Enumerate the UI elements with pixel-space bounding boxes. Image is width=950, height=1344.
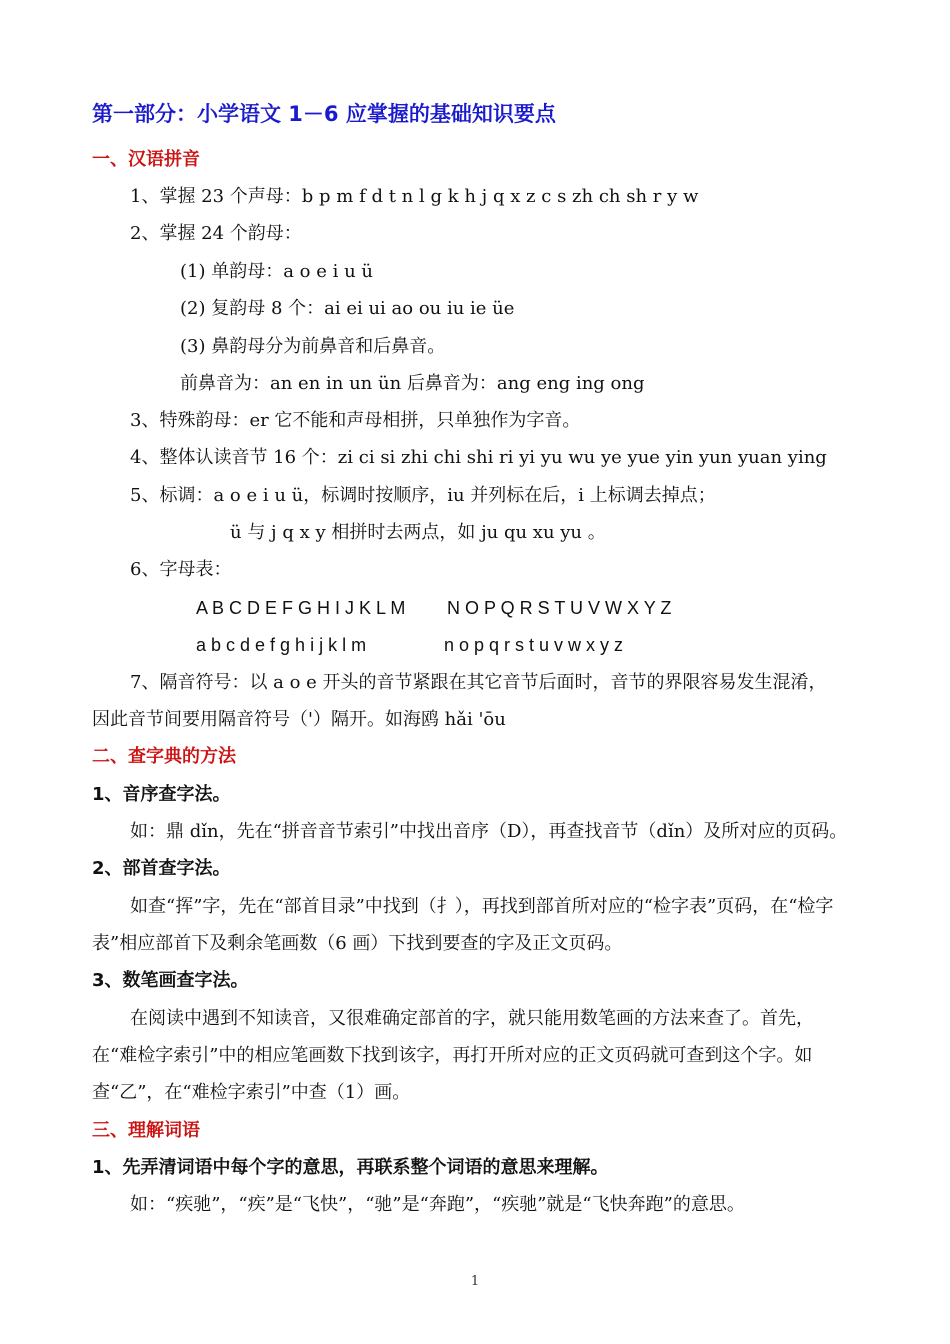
- text-line: 2、掌握 24 个韵母：: [130, 223, 302, 244]
- text-line: 因此音节间要用隔音符号（'）隔开。如海鸥 hǎi 'ōu: [92, 709, 506, 730]
- alphabet-upper-1: A B C D E F G H I J K L M: [196, 598, 406, 618]
- text-line: 5、标调：a o e i u ü，标调时按顺序，iu 并列标在后，i 上标调去掉点；: [130, 485, 716, 506]
- text-line: (1) 单韵母：a o e i u ü: [180, 261, 373, 282]
- text-line: (2) 复韵母 8 个：ai ei ui ao ou iu ie üe: [180, 298, 515, 319]
- alphabet-lower-2: n o p q r s t u v w x y z: [444, 635, 624, 655]
- section-heading-words: 三、理解词语: [92, 1120, 200, 1141]
- text-line: ü 与 j q x y 相拼时去两点，如 ju qu xu yu 。: [230, 522, 606, 543]
- text-line: 如：鼎 dǐn，先在“拼音音节索引”中找出音序（D），再查找音节（dǐn）及所对应的页码。: [130, 821, 848, 842]
- text-line: 6、字母表：: [130, 559, 232, 580]
- text-line: 在阅读中遇到不知读音，又很难确定部首的字，就只能用数笔画的方法来查了。首先，: [130, 1008, 814, 1029]
- text-line: 如：“疾驰”，“疾”是“飞快”，“驰”是“奔跑”，“疾驰”就是“飞快奔跑”的意思。: [130, 1194, 745, 1215]
- subheading: 3、数笔画查字法。: [92, 970, 249, 991]
- text-line: 1、掌握 23 个声母：b p m f d t n l g k h j q x z c s zh ch sh r y w: [130, 186, 699, 207]
- text-line: 3、特殊韵母：er 它不能和声母相拼，只单独作为字音。: [130, 410, 581, 431]
- text-line: 4、整体认读音节 16 个：zi ci si zhi chi shi ri yi yu wu ye yue yin yun yuan ying: [130, 447, 827, 468]
- text-line: 前鼻音为：an en in un ün 后鼻音为：ang eng ing ong: [180, 373, 645, 394]
- text-line: 表”相应部首下及剩余笔画数（6 画）下找到要查的字及正文页码。: [92, 933, 623, 954]
- text-line: 7、隔音符号：以 a o e 开头的音节紧跟在其它音节后面时，音节的界限容易发生混淆，: [130, 672, 827, 693]
- section-heading-pinyin: 一、汉语拼音: [92, 149, 200, 170]
- text-line: (3) 鼻韵母分为前鼻音和后鼻音。: [180, 336, 446, 357]
- subheading: 1、先弄清词语中每个字的意思，再联系整个词语的意思来理解。: [92, 1157, 609, 1178]
- subheading: 2、部首查字法。: [92, 858, 231, 879]
- text-line: 如查“挥”字，先在“部首目录”中找到（扌），再找到部首所对应的“检字表”页码，在“检字: [130, 896, 834, 917]
- subheading: 1、音序查字法。: [92, 784, 231, 805]
- page-title: 第一部分：小学语文 1－6 应掌握的基础知识要点: [92, 102, 556, 126]
- alphabet-lower-1: a b c d e f g h i j k l m: [196, 635, 367, 655]
- text-line: 在“难检字索引”中的相应笔画数下找到该字，再打开所对应的正文页码就可查到这个字。如: [92, 1045, 813, 1066]
- text-line: 查“乙”，在“难检字索引”中查（1）画。: [92, 1082, 411, 1103]
- page-number: 1: [470, 1274, 480, 1289]
- section-heading-dictionary: 二、查字典的方法: [92, 746, 236, 767]
- alphabet-upper-2: N O P Q R S T U V W X Y Z: [447, 598, 672, 618]
